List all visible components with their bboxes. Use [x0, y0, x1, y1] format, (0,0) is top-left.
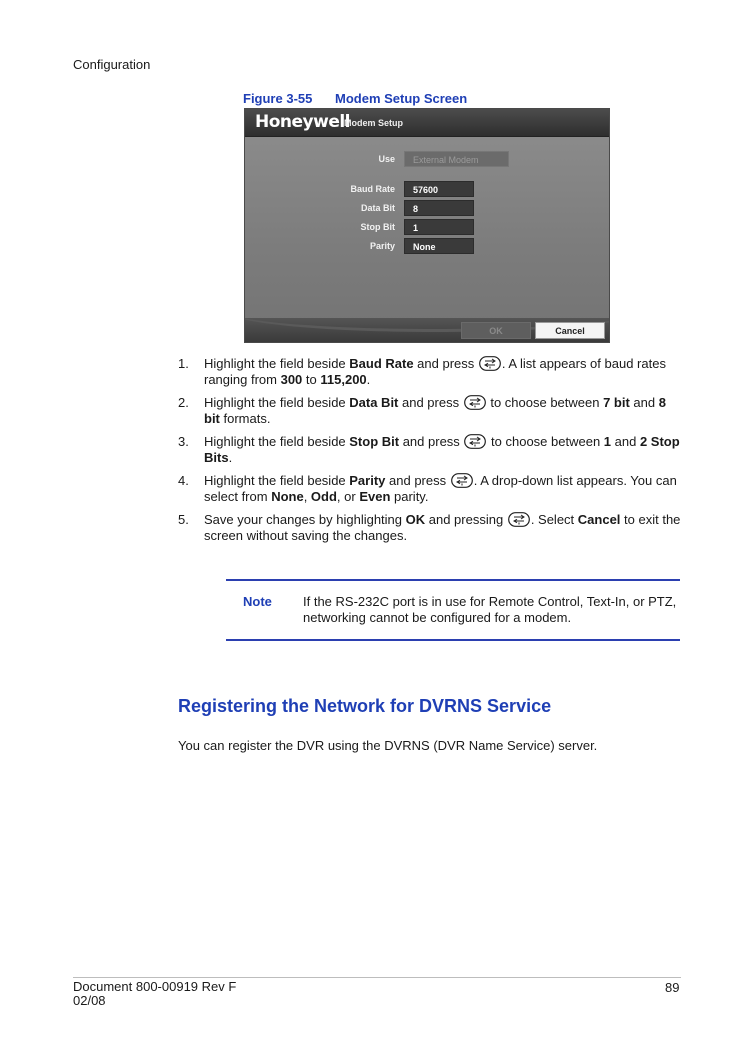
parity-label: Parity	[369, 241, 395, 251]
enter-icon	[479, 356, 501, 371]
dvr-title-bar	[245, 109, 609, 137]
enter-icon	[508, 512, 530, 527]
stop-bit-row	[295, 219, 395, 236]
step-text: Highlight the field beside Data Bit and press to choose between 7 bit and 8 bit formats.	[204, 395, 666, 426]
baud-rate-row	[295, 181, 395, 198]
emphasis: 1	[603, 434, 612, 449]
note-text: If the RS-232C port is in use for Remote Control, Text-In, or PTZ, networking cannot be configured for a modem.	[303, 594, 677, 625]
ok-button[interactable]: OK	[461, 322, 531, 339]
footer-doc-number: Document 800-00919 Rev F	[73, 979, 237, 994]
use-field[interactable]: External Modem	[404, 151, 509, 167]
step-item	[178, 395, 683, 427]
page-number: 89	[665, 980, 680, 995]
enter-icon	[451, 473, 473, 488]
emphasis: 300	[280, 372, 303, 387]
emphasis: Cancel	[577, 512, 621, 527]
honeywell-logo: Honeywell	[255, 112, 351, 132]
figure-title: Modem Setup Screen	[335, 91, 468, 106]
running-header: Configuration	[73, 57, 151, 72]
baud-rate-field[interactable]: 57600	[404, 181, 474, 197]
stop-bit-label: Stop Bit	[360, 222, 395, 232]
baud-rate-label: Baud Rate	[350, 184, 395, 194]
emphasis: Stop Bit	[349, 434, 400, 449]
enter-icon	[464, 434, 486, 449]
emphasis: Parity	[349, 473, 386, 488]
parity-field[interactable]: None	[404, 238, 474, 254]
section-heading: Registering the Network for DVRNS Service	[178, 696, 552, 716]
modem-setup-screenshot	[244, 108, 610, 343]
emphasis: Odd	[310, 489, 337, 504]
step-item	[178, 356, 683, 388]
emphasis: None	[271, 489, 304, 504]
step-number: 4.	[178, 473, 189, 488]
step-number: 5.	[178, 512, 189, 527]
dvr-screen-title: Modem Setup	[344, 118, 404, 128]
emphasis: Baud Rate	[349, 356, 414, 371]
step-text: Highlight the field beside Stop Bit and press to choose between 1 and 2 Stop Bits.	[204, 434, 680, 465]
step-text: Highlight the field beside Baud Rate and press . A list appears of baud rates ranging from 300 to 115,200.	[204, 356, 666, 387]
parity-row	[295, 238, 395, 255]
emphasis: 7 bit	[603, 395, 630, 410]
emphasis: 115,200	[320, 372, 367, 387]
emphasis: Even	[359, 489, 391, 504]
data-bit-field[interactable]: 8	[404, 200, 474, 216]
section-body: You can register the DVR using the DVRNS (DVR Name Service) server.	[178, 738, 598, 753]
footer-date: 02/08	[73, 993, 106, 1008]
emphasis: 2 Stop Bits	[204, 434, 680, 465]
footer-rule	[73, 977, 681, 978]
step-item	[178, 512, 683, 544]
emphasis: 8 bit	[204, 395, 666, 426]
procedure-steps	[178, 356, 683, 551]
step-number: 3.	[178, 434, 189, 449]
footer-document-info	[73, 980, 236, 1008]
figure-caption	[243, 91, 467, 106]
cancel-button[interactable]: Cancel	[535, 322, 605, 339]
step-number: 2.	[178, 395, 189, 410]
step-number: 1.	[178, 356, 189, 371]
step-item	[178, 434, 683, 466]
figure-number: Figure 3-55	[243, 91, 313, 106]
data-bit-label: Data Bit	[360, 203, 395, 213]
use-label: Use	[378, 154, 395, 164]
note-top-rule	[226, 579, 680, 581]
enter-icon	[464, 395, 486, 410]
step-text: Save your changes by highlighting OK and pressing . Select Cancel to exit the screen without saving the changes.	[204, 512, 681, 543]
note-label: Note	[243, 594, 272, 609]
data-bit-row	[295, 200, 395, 217]
stop-bit-field[interactable]: 1	[404, 219, 474, 235]
step-text: Highlight the field beside Parity and press . A drop-down list appears. You can select from None, Odd, or Even parity.	[204, 473, 677, 504]
note-bottom-rule	[226, 639, 680, 641]
emphasis: OK	[405, 512, 426, 527]
use-row	[295, 151, 395, 168]
step-item	[178, 473, 683, 505]
emphasis: Data Bit	[349, 395, 399, 410]
